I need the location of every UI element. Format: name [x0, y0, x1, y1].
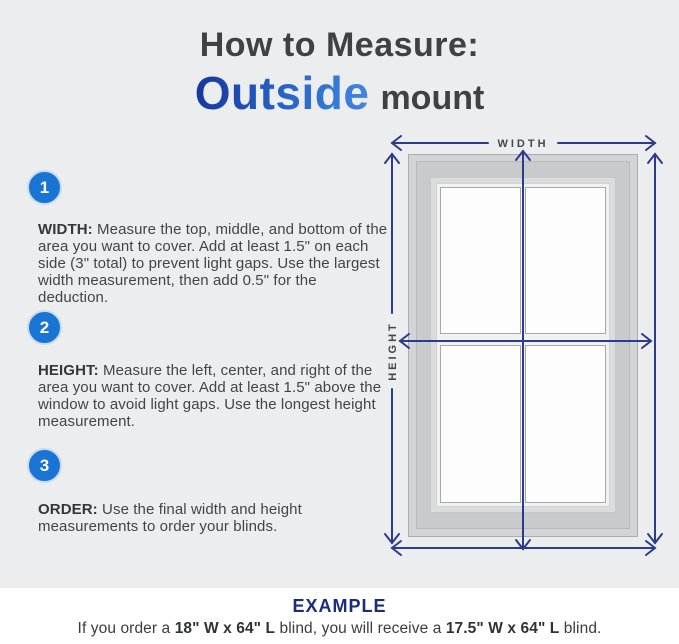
step-1-badge [27, 170, 62, 205]
step-3-label: ORDER: [38, 501, 98, 518]
step-2-body: Measure the left, center, and right of the area you want to cover. Add at least 1.5" above the window to avoid light gaps. Use the longest height measurement. [38, 362, 382, 430]
window-pane-lower-left [441, 346, 521, 503]
window-pane-upper-right [526, 188, 606, 334]
window-pane-upper-left [441, 188, 521, 334]
step-1-text [38, 221, 388, 306]
width-label: WIDTH [497, 138, 549, 150]
example-prefix: If you order a [77, 620, 175, 637]
step-2-label: HEIGHT: [38, 362, 99, 379]
title-highlight: Outside [194, 66, 370, 119]
example-sentence [0, 620, 679, 638]
step-3-number: 3 [39, 455, 50, 475]
right-height-arrow [648, 154, 662, 543]
window-pane-lower-right [526, 346, 606, 503]
window-diagram [370, 125, 679, 585]
title-suffix: mount [380, 78, 485, 117]
step-1-body: Measure the top, middle, and bottom of the area you want to cover. Add at least 1.5" on each side (3" total) to prevent light gaps. Use the largest width measurement, then add 0.5" for the deduction. [38, 221, 388, 306]
example-footer [0, 588, 679, 644]
example-received-size: 17.5" W x 64" L [445, 620, 560, 637]
height-label: HEIGHT [387, 321, 399, 381]
example-suffix: blind. [559, 620, 602, 637]
example-middle: blind, you will receive a [275, 620, 446, 637]
step-1-number: 1 [39, 177, 50, 197]
step-2-text [38, 362, 394, 430]
step-3-text [38, 501, 378, 535]
title-line1: How to Measure: [199, 26, 480, 64]
step-2-number: 2 [39, 317, 50, 337]
step-3-badge [27, 448, 62, 483]
example-heading: EXAMPLE [292, 596, 387, 616]
step-1-label: WIDTH: [38, 221, 93, 238]
example-ordered-size: 18" W x 64" L [174, 620, 276, 637]
step-2-badge [27, 310, 62, 345]
title-line2 [0, 66, 679, 120]
step-3-body: Use the final width and height measurements to order your blinds. [38, 501, 302, 535]
page-title [0, 28, 679, 120]
